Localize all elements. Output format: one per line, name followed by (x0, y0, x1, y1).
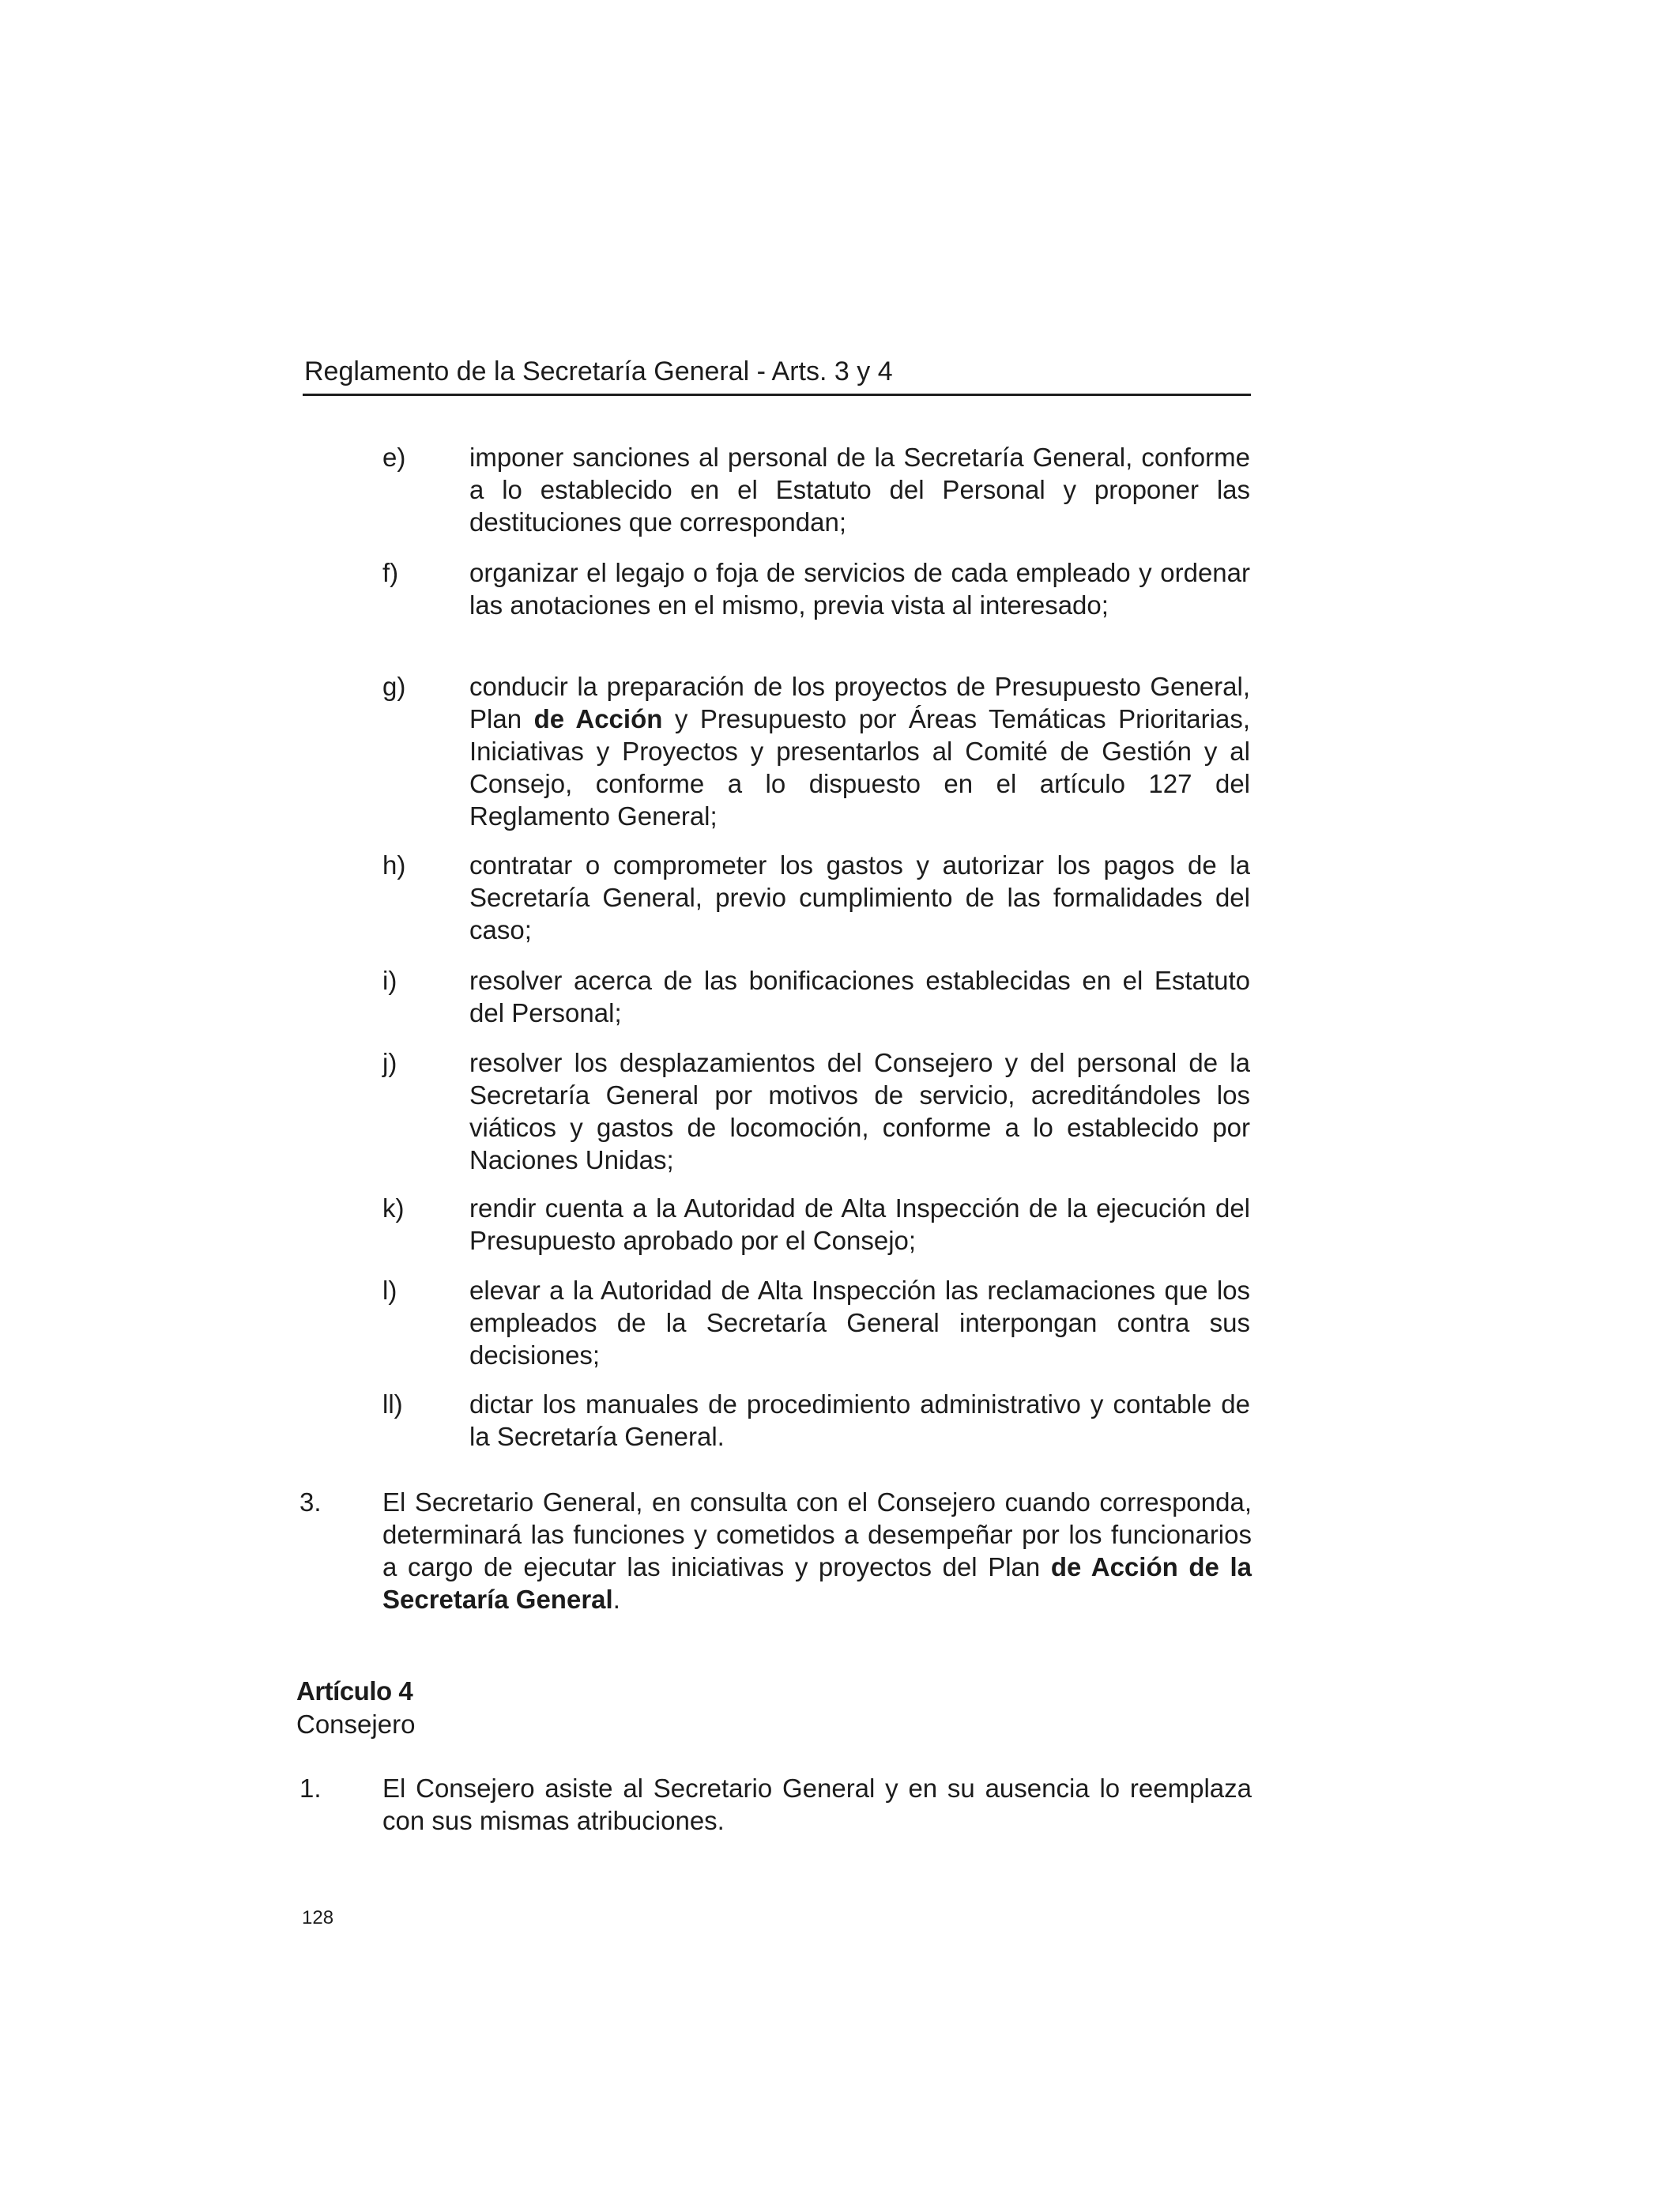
list-item-label: j) (382, 1048, 397, 1077)
list-item-label: h) (382, 850, 406, 880)
paragraph-number: 1. (299, 1774, 322, 1803)
list-item-text: rendir cuenta a la Autoridad de Alta Inspección de la ejecución del Presupuesto aprobado por el Consejo; (469, 1193, 1250, 1255)
list-item-label: e) (382, 443, 406, 472)
running-header: Reglamento de la Secretaría General - Arts. 3 y 4 (304, 356, 893, 386)
list-item-label: f) (382, 558, 399, 587)
list-item-text: dictar los manuales de procedimiento administrativo y contable de la Secretaría General. (469, 1389, 1250, 1451)
list-item-label: k) (382, 1193, 405, 1223)
page-number: 128 (302, 1907, 334, 1928)
bold-text: de Acción de la Secretaría General (382, 1552, 1252, 1614)
list-item-text: elevar a la Autoridad de Alta Inspección las reclamaciones que los empleados de la Secretaría General interpongan contra sus decisiones; (469, 1276, 1250, 1370)
paragraph-text: El Consejero asiste al Secretario General y en su ausencia lo reemplaza con sus mismas atribuciones. (382, 1774, 1252, 1835)
list-item-text: organizar el legajo o foja de servicios de cada empleado y ordenar las anotaciones en el mismo, previa vista al interesado; (469, 558, 1250, 620)
paragraph-number: 3. (299, 1487, 322, 1517)
list-item-text: conducir la preparación de los proyectos de Presupuesto General, Plan de Acción y Presupuesto por Áreas Temáticas Prioritarias, Iniciativas y Proyectos y presentarlos al Comité de Gestión y al Consejo, conforme a lo dispuesto en el artículo 127 del Reglamento General; (469, 672, 1250, 831)
list-item-text: resolver los desplazamientos del Consejero y del personal de la Secretaría General por motivos de servicio, acreditándoles los viáticos y gastos de locomoción, conforme a lo establecido por Naciones Unidas; (469, 1048, 1250, 1174)
article-subtitle: Consejero (296, 1710, 416, 1739)
list-item-label: g) (382, 672, 406, 701)
bold-text: de Acción (533, 704, 663, 733)
list-item-text: imponer sanciones al personal de la Secretaría General, conforme a lo establecido en el Estatuto del Personal y proponer las destituciones que correspondan; (469, 443, 1250, 537)
list-item-label: i) (382, 966, 397, 995)
paragraph-text: El Secretario General, en consulta con el Consejero cuando corresponda, determinará las funciones y cometidos a desempeñar por los funcionarios a cargo de ejecutar las iniciativas y proyectos del Plan de Acción de la Secretaría General. (382, 1487, 1252, 1614)
header-rule (303, 394, 1251, 396)
list-item-label: l) (382, 1276, 397, 1305)
list-item-label: ll) (382, 1389, 403, 1419)
article-title: Artículo 4 (296, 1676, 413, 1706)
list-item-text: resolver acerca de las bonificaciones establecidas en el Estatuto del Personal; (469, 966, 1250, 1027)
list-item-text: contratar o comprometer los gastos y autorizar los pagos de la Secretaría General, previo cumplimiento de las formalidades del caso; (469, 850, 1250, 944)
